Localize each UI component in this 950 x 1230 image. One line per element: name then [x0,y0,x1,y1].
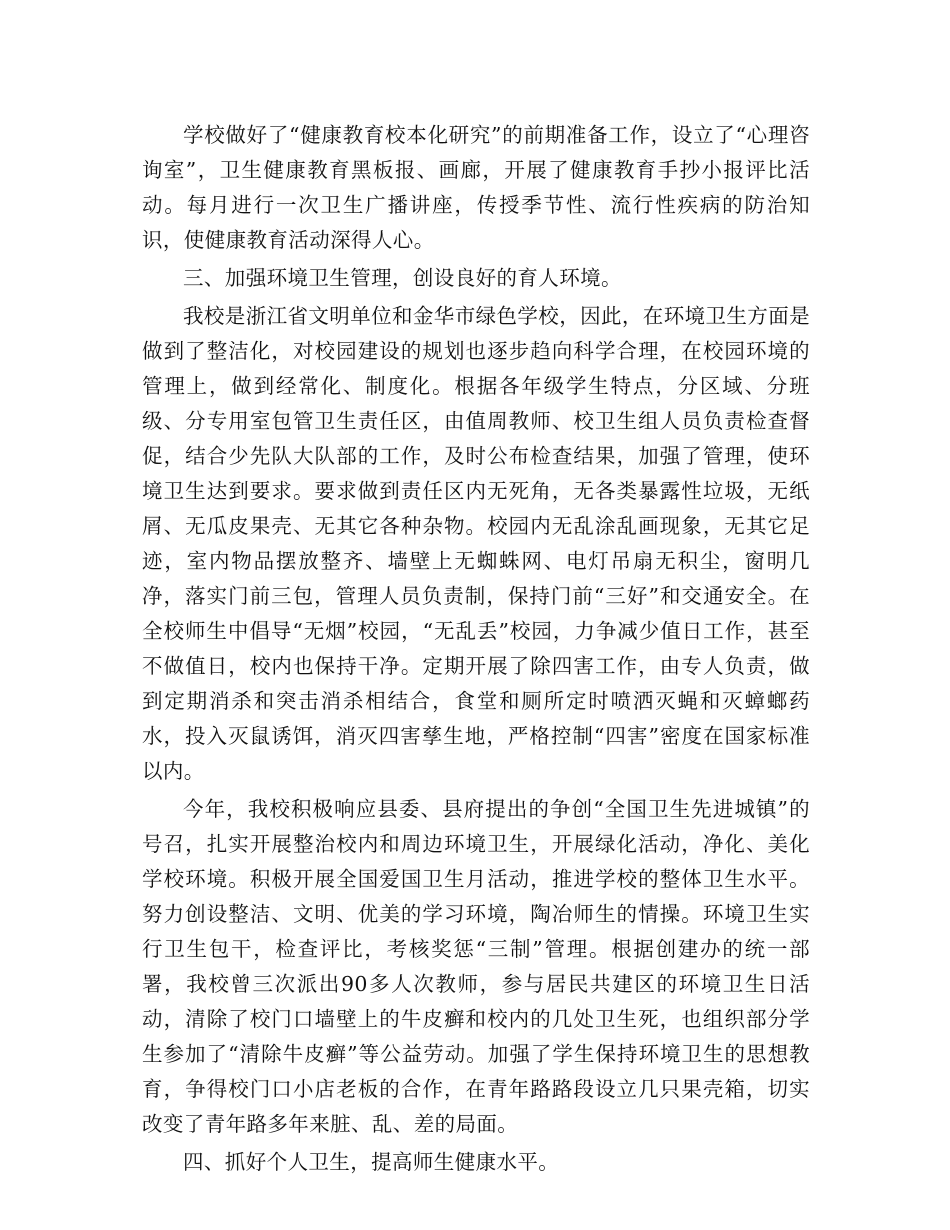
paragraph-campus-environment: 我校是浙江省文明单位和金华市绿色学校，因此，在环境卫生方面是做到了整洁化，对校园建设的规划也逐步趋向科学合理，在校园环境的管理上，做到经常化、制度化。根据各年级学生特点，分区域、分班级、分专用室包管卫生责任区，由值周教师、校卫生组人员负责检查督促，结合少先队大队部的工作，及时公布检查结果，加强了管理，使环境卫生达到要求。要求做到责任区内无死角，无各类暴露性垃圾，无纸屑、无瓜皮果壳、无其它各种杂物。校园内无乱涂乱画现象，无其它足迹，室内物品摆放整齐、墙壁上无蜘蛛网、电灯吊扇无积尘，窗明几净，落实门前三包，管理人员负责制，保持门前“三好”和交通安全。在全校师生中倡导“无烟”校园，“无乱丢”校园，力争减少值日工作，甚至不做值日，校内也保持干净。定期开展了除四害工作，由专人负责，做到定期消杀和突击消杀相结合，食堂和厕所定时喷洒灭蝇和灭蟑螂药水，投入灭鼠诱饵，消灭四害孳生地，严格控制“四害”密度在国家标准以内。 [142,304,810,783]
document-body [142,118,810,1183]
paragraph-city-campaign: 今年，我校积极响应县委、县府提出的争创“全国卫生先进城镇”的号召，扎实开展整治校内和周边环境卫生，开展绿化活动，净化、美化学校环境。积极开展全国爱国卫生月活动，推进学校的整体卫生水平。努力创设整洁、文明、优美的学习环境，陶冶师生的情操。环境卫生实行卫生包干，检查评比，考核奖惩“三制”管理。根据创建办的统一部署，我校曾三次派出90多人次教师，参与居民共建区的环境卫生日活动，清除了校门口墙壁上的牛皮癣和校内的几处卫生死，也组织部分学生参加了“清除牛皮癣”等公益劳动。加强了学生保持环境卫生的思想教育，争得校门口小店老板的合作，在青年路路段设立几只果壳箱，切实改变了青年路多年来脏、乱、差的局面。 [142,797,810,1136]
paragraph-health-education: 学校做好了“健康教育校本化研究”的前期准备工作，设立了“心理咨询室”，卫生健康教育黑板报、画廊，开展了健康教育手抄小报评比活动。每月进行一次卫生广播讲座，传授季节性、流行性疾病的防治知识，使健康教育活动深得人心。 [142,123,810,252]
section-heading-personal-hygiene: 四、抓好个人卫生，提高师生健康水平。 [183,1150,560,1174]
section-heading-environment: 三、加强环境卫生管理，创设良好的育人环境。 [183,266,622,290]
